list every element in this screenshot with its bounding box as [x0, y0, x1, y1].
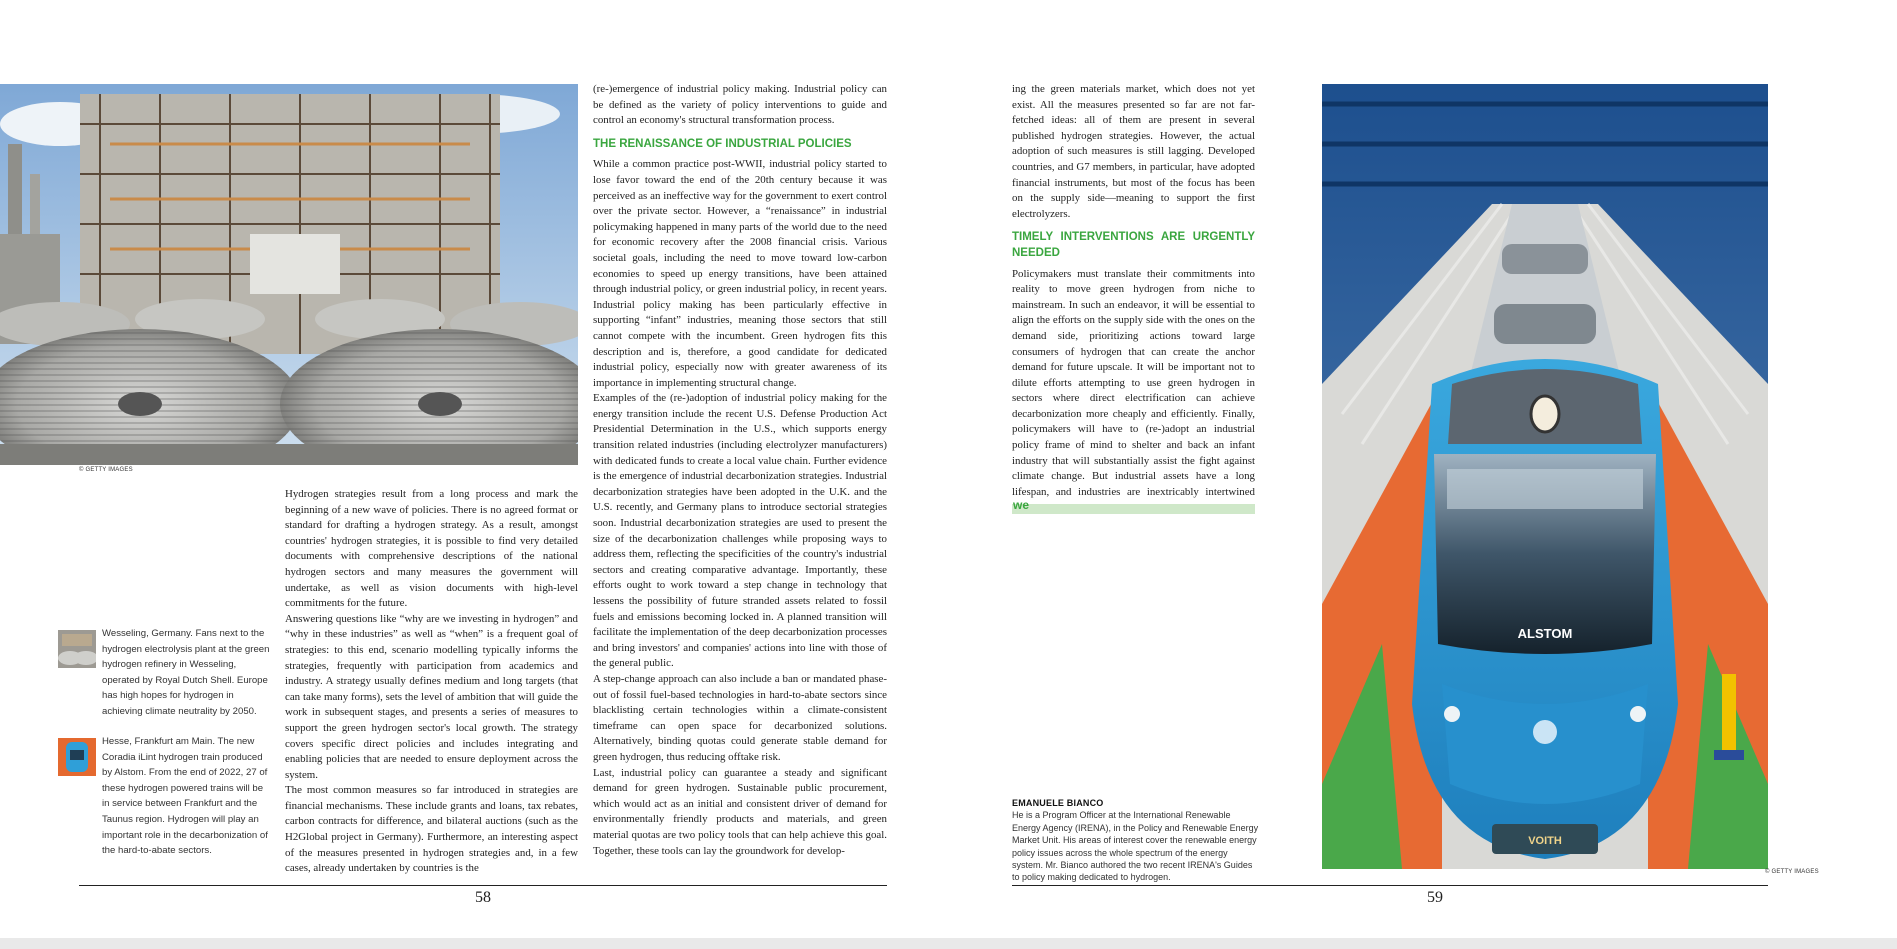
left-page [0, 0, 948, 949]
paragraph: Answering questions like “why are we investing in hydrogen” and “why in these industries” as well as “when” is a frequent goal of strategies: to this end, scenario modelling typically informs the strategies, frequently with participation from academics and industry. A strategy usually defines medium and long targets (that can take many forms), sets the level of ambition that will guide the work in subsequent stages, and presents a series of measures to support the green hydrogen sector's local growth. The strategy covers specific direct policies and includes integrating and enabling policies that are needed to ensure deployment across the system. [285, 612, 578, 781]
author-bio-block [1012, 797, 1260, 884]
left-column-2 [593, 82, 887, 877]
paragraph: Hydrogen strategies result from a long process and mark the beginning of a new wave of policies. There is no agreed format or standard for drafting a hydrogen strategy. As a result, amongst countries' hydrogen strategies, it is possible to find very detailed documents with comprehensive descriptions of the national hydrogen sectors and many measures the government will undertake, as well as vision documents with high-level commitments for the future. [285, 488, 578, 610]
paragraph: Last, industrial policy can guarantee a steady and significant demand for green hydrogen. Sustainable public procurement, which would act as an initial and consistent driver of demand for environmentally friendly products and materials, and green material quotas are two policy tools that can help achieve this goal. Together, these tools can lay the groundwork for develop- [593, 766, 887, 857]
caption-thumbnail-fans [58, 630, 96, 668]
section-heading-renaissance: THE RENAISSANCE OF INDUSTRIAL POLICIES [593, 137, 852, 150]
caption-hesse: Hesse, Frankfurt am Main. The new Coradia iLint hydrogen train produced by Alstom. From the end of 2022, 27 of these hydrogen powered trains will be in service between Frankfurt and the Taunus region. Hydrogen will play an important role in the decarbonization of the hard-to-abate sectors. [102, 736, 268, 857]
paragraph: (re-)emergence of industrial policy making. Industrial policy can be defined as the variety of policy interventions to guide and control an economy's structural transformation process. [593, 83, 887, 127]
end-of-article-bar [1012, 504, 1255, 514]
footer-rule-right [1012, 885, 1768, 886]
photo-credit-left: © GETTY IMAGES [79, 467, 133, 473]
coupler-brand-text: VOITH [1528, 835, 1562, 847]
end-of-article-mark: we [1013, 498, 1030, 512]
right-column [1012, 82, 1255, 502]
author-name: EMANUELE BIANCO [1012, 798, 1104, 808]
paragraph: ing the green materials market, which does not yet exist. All the measures presented so far are not far-fetched ideas: all of them are present in several published hydrogen strategies. However, the actual adoption of such measures is still lagging. Developed countries, and G7 members, in particular, have adopted financial instruments, but most of the focus has been on the supply side—meaning to support the first electrolyzers. [1012, 83, 1255, 220]
paragraph: While a common practice post-WWII, industrial policy started to lose favor toward the end of the 20th century because it was perceived as an ineffective way for the government to exert control over the private sector. However, a “renaissance” in industrial policymaking happened in many parts of the world due to the need for economic recovery after the 2008 financial crisis. Various societal goals, including the need to move toward low-carbon economies to speed up energy transitions, have been attained through industrial policy, or green industrial policy, in recent years. Industrial policy making has been particularly effective in supporting “infant” industries, meaning those sectors that still cannot compete with the incumbent. Green hydrogen fits this description and is, therefore, a good candidate for dedicated industrial policy, especially now with greater awareness of its importance in implementing structural change. [593, 158, 887, 389]
caption-wesseling: Wesseling, Germany. Fans next to the hydrogen electrolysis plant at the green hydrogen refinery in Wesseling, operated by Royal Dutch Shell. Europe has high hopes for hydrogen in achieving climate neutrality by 2050. [102, 628, 270, 717]
hydrogen-train-photo [1322, 84, 1768, 869]
caption-thumbnail-train [58, 738, 96, 776]
section-heading-timely: TIMELY INTERVENTIONS ARE URGENTLY NEEDED [1012, 231, 1255, 259]
right-page [948, 0, 1897, 949]
author-bio: He is a Program Officer at the International Renewable Energy Agency (IRENA), in the Policy and Renewable Energy Market Unit. His areas of interest cover the renewable energy policy issues across the whole spectrum of the energy system. Mr. Bianco authored the two recent IRENA's Guides to policy making dedicated to hydrogen. [1012, 810, 1259, 883]
paragraph: Policymakers must translate their commitments into reality to move green hydrogen from niche to mainstream. In such an endeavor, it will be essential to align the efforts on the supply side with the ones on the demand side, prioritizing actions toward large consumers of hydrogen that can create the anchor demand for future upscale. It will be important not to dilute efforts attempting to use green hydrogen in sectors where direct electrification can achieve decarbonization more cheaply and efficiently. Finally, policymakers will have to (re-)adopt an industrial policy frame of mind to shelter and back an infant industry that will substantially assist the fight against climate change. But industrial assets have a long lifespan, and industries are inextricably intertwined [1012, 267, 1255, 498]
footer-rule-left [79, 885, 887, 886]
viewer-bottom-strip [0, 938, 1897, 949]
page-number-left: 58 [475, 889, 491, 906]
left-column-1 [285, 487, 578, 877]
electrolysis-plant-photo [0, 84, 578, 465]
page-number-right: 59 [1427, 889, 1443, 906]
paragraph: A step-change approach can also include a ban or mandated phase-out of fossil fuel-based technologies in hard-to-abate sectors since blacklisting certain technologies within a climate-consistent timeframe can open space for decarbonized solutions. Alternatively, binding quotas could generate stable demand for green hydrogen, thus reducing offtake risk. [593, 672, 887, 763]
photo-credit-right: © GETTY IMAGES [1765, 869, 1819, 875]
paragraph: The most common measures so far introduced in strategies are financial mechanisms. These include grants and loans, tax rebates, carbon contracts for difference, and bilateral auctions (such as the H2Global project in Germany). Furthermore, an interesting aspect of the measures presented in hydrogen strategies and, in a few cases, already undertaken by countries is the [285, 784, 578, 875]
train-brand-text: ALSTOM [1517, 626, 1573, 641]
paragraph: Examples of the (re-)adoption of industrial policy making for the energy transition include the recent U.S. Defense Production Act Presidential Determination in the U.S., which supports energy transition related industries (including electrolyzer manufacturers) with dedicated funds to create a local value chain. Further evidence is the emergence of industrial decarbonization strategies. Industrial decarbonization strategies have been adopted in the U.K. and the U.S. recently, and Germany plans to introduce sectorial strategies soon. Industrial decarbonization strategies are used to present the size of the decarbonization challenges while proposing ways to address them, reflecting the specificities of the country's industrial sectors and creating comparative advantage. Importantly, these efforts ought to work toward a step change in technology that lessens the possibility of future stranded assets related to fossil fuels and emissions becoming locked in. A planned transition will facilitate the implementation of the deep decarbonization processes and bring investors' and companies' actions into line with those of the general public. [593, 392, 887, 670]
